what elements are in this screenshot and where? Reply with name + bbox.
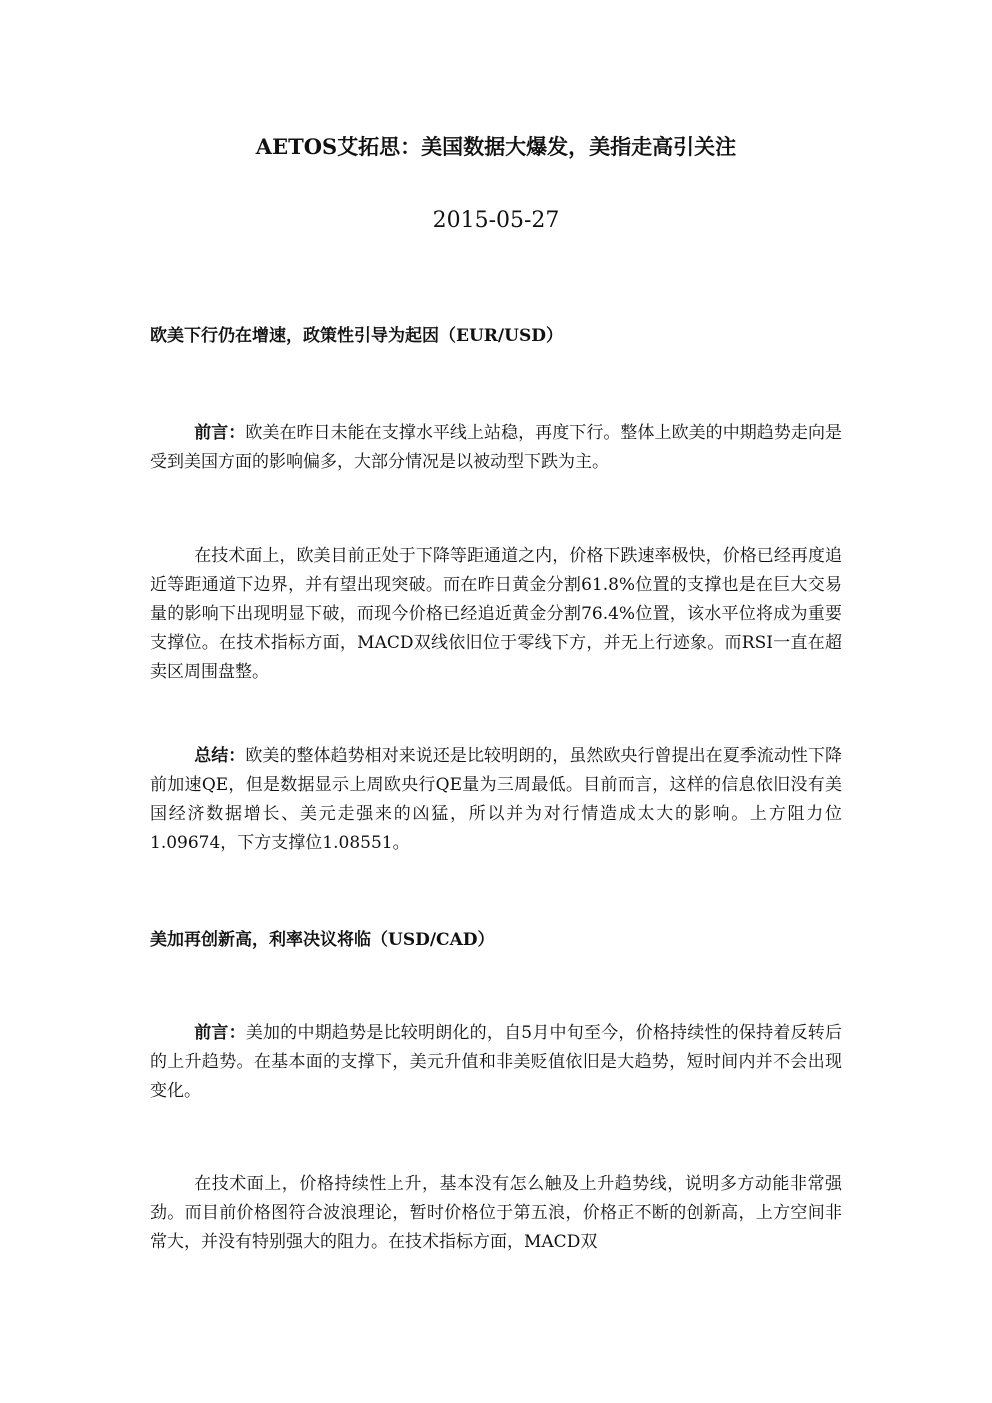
section-intro-eurusd: [150, 419, 842, 477]
section-heading-usdcad: 美加再创新高，利率决议将临（USD/CAD）: [150, 930, 495, 950]
intro-text: 美加的中期趋势是比较明朗化的，自5月中旬至今，价格持续性的保持着反转后的上升趋势。在基本面的支撑下，美元升值和非美贬值依旧是大趋势，短时间内并不会出现变化。: [150, 1023, 842, 1101]
section-technical-usdcad: 在技术面上，价格持续性上升，基本没有怎么触及上升趋势线，说明多方动能非常强劲。而目前价格图符合波浪理论，暂时价格位于第五浪，价格正不断的创新高，上方空间非常大，并没有特别强大的阻力。在技术指标方面，MACD双: [150, 1174, 842, 1252]
section-technical-eurusd: 在技术面上，欧美目前正处于下降等距通道之内，价格下跌速率极快，价格已经再度追近等距通道下边界，并有望出现突破。而在昨日黄金分割61.8%位置的支撑也是在巨大交易量的影响下出现明显下破，而现今价格已经追近黄金分割76.4%位置，该水平位将成为重要支撑位。在技术指标方面，MACD双线依旧位于零线下方，并无上行迹象。而RSI一直在超卖区周围盘整。: [150, 546, 842, 682]
intro-text: 欧美在昨日未能在支撑水平线上站稳，再度下行。整体上欧美的中期趋势走向是受到美国方面的影响偏多，大部分情况是以被动型下跌为主。: [150, 423, 843, 472]
section-summary-eurusd: [150, 742, 842, 858]
intro-label: 前言：: [194, 1023, 246, 1043]
section-intro-usdcad: [150, 1019, 842, 1106]
document-title: AETOS艾拓思：美国数据大爆发，美指走高引关注: [255, 134, 737, 159]
summary-label: 总结：: [194, 746, 246, 766]
intro-label: 前言：: [194, 423, 246, 443]
section-heading-eurusd: 欧美下行仍在增速，政策性引导为起因（EUR/USD）: [150, 326, 563, 346]
summary-text: 欧美的整体趋势相对来说还是比较明朗的，虽然欧央行曾提出在夏季流动性下降前加速QE，但是数据显示上周欧央行QE量为三周最低。目前而言，这样的信息依旧没有美国经济数据增长、美元走强来的凶猛，所以并为对行情造成太大的影响。上方阻力位1.09674，下方支撑位1.08551。: [150, 746, 843, 853]
document-date: 2015-05-27: [432, 208, 560, 233]
